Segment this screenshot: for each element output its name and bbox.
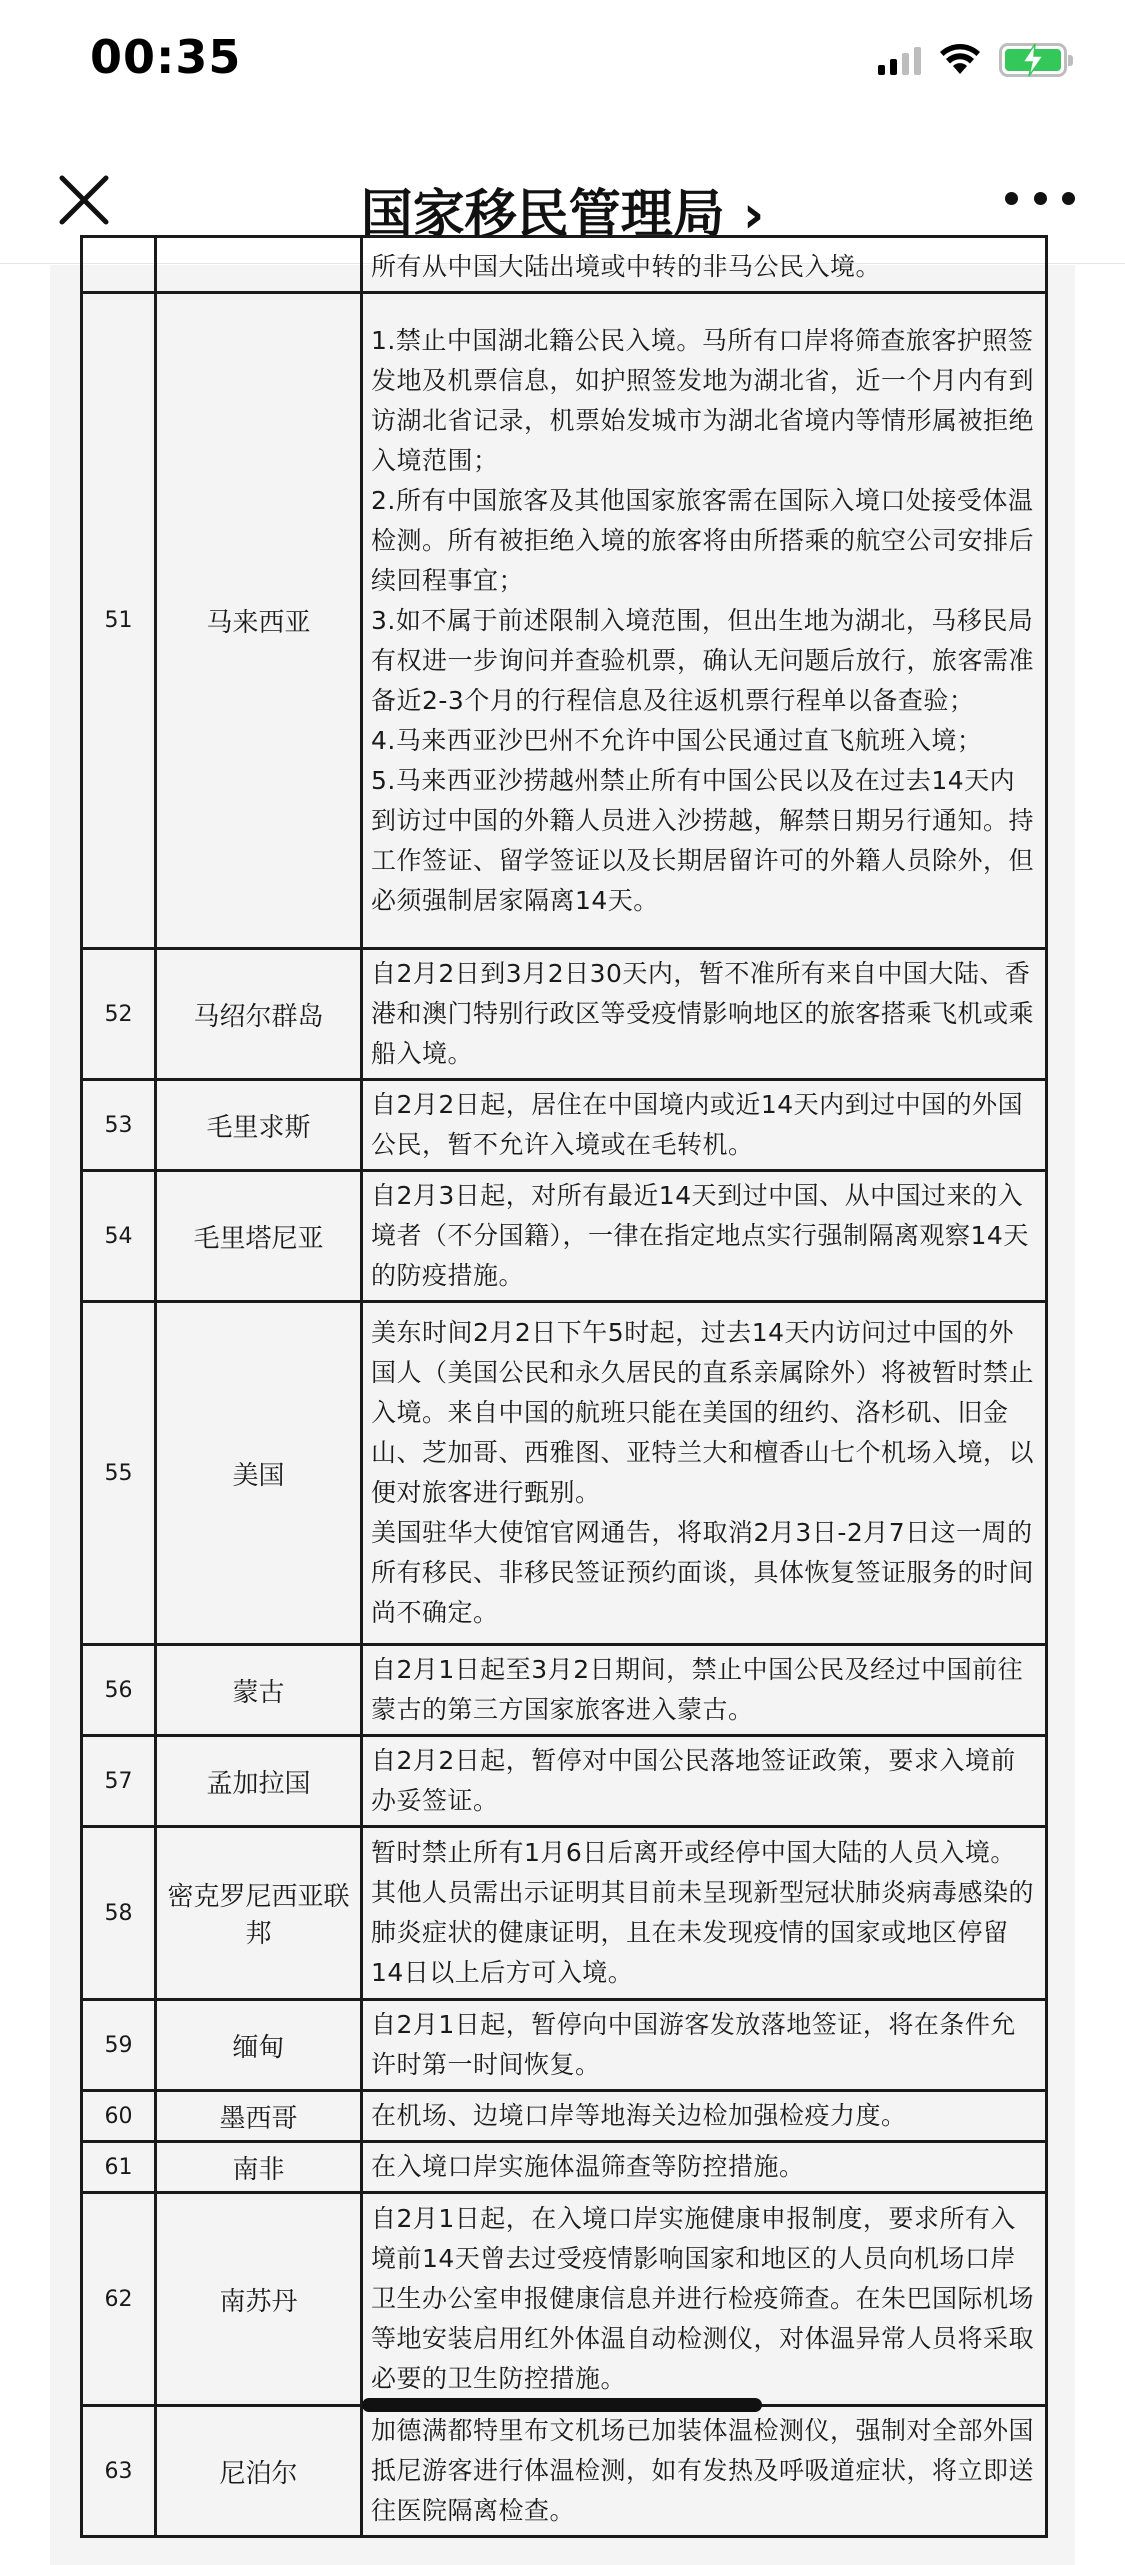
country-name: 毛里塔尼亚: [156, 1171, 362, 1302]
table-row: [82, 2193, 1047, 2406]
article-content[interactable]: [0, 252, 1125, 2525]
measure-paragraph: 加德满都特里布文机场已加装体温检测仪，强制对全部外国抵尼游客进行体温检测，如有发热及呼吸道症状，将立即送往医院隔离检查。: [371, 2416, 1035, 2525]
row-number: 59: [82, 2000, 156, 2091]
table-row: [82, 949, 1047, 1080]
measure-paragraph: 自2月2日起，暂停对中国公民落地签证政策，要求入境前办妥签证。: [371, 1746, 1016, 1815]
page-title[interactable]: 国家移民管理局 ›: [360, 185, 765, 245]
measure-cell: 所有从中国大陆出境或中转的非马公民入境。: [362, 237, 1047, 293]
status-bar: [0, 0, 1125, 132]
row-number: 52: [82, 949, 156, 1080]
table-row: [82, 293, 1047, 949]
measure-paragraph: 自2月1日起，暂停向中国游客发放落地签证，将在条件允许时第一时间恢复。: [371, 2010, 1016, 2079]
battery-charging-icon: [999, 43, 1067, 77]
measure-cell: [362, 2000, 1047, 2091]
table-row: [82, 2091, 1047, 2142]
measure-paragraph: 美东时间2月2日下午5时起，过去14天内访问过中国的外国人（美国公民和永久居民的直系亲属除外）将被暂时禁止入境。来自中国的航班只能在美国的纽约、洛杉矶、旧金山、芝加哥、西雅图、亚特兰大和檀香山七个机场入境，以便对旅客进行甄别。: [371, 1318, 1035, 1507]
country-name: 墨西哥: [156, 2091, 362, 2142]
wifi-icon: [939, 44, 981, 76]
table-row: [82, 1736, 1047, 1827]
table-row: [82, 2142, 1047, 2193]
measure-cell: [362, 293, 1047, 949]
more-icon[interactable]: [1005, 178, 1075, 218]
table-row: [82, 1080, 1047, 1171]
row-number: 51: [82, 293, 156, 949]
measure-paragraph: 自2月2日到3月2日30天内，暂不准所有来自中国大陆、香港和澳门特别行政区等受疫情影响地区的旅客搭乘飞机或乘船入境。: [371, 959, 1035, 1068]
measure-paragraph: 2.所有中国旅客及其他国家旅客需在国际入境口处接受体温检测。所有被拒绝入境的旅客将由所搭乘的航空公司安排后续回程事宜；: [371, 485, 1035, 595]
measure-cell: [362, 1171, 1047, 1302]
country-name: 毛里求斯: [156, 1080, 362, 1171]
measure-cell: [362, 1827, 1047, 2000]
measure-paragraph: 自2月2日起，居住在中国境内或近14天内到过中国的外国公民，暂不允许入境或在毛转机。: [371, 1090, 1024, 1159]
measure-cell: [362, 2142, 1047, 2193]
row-number: 58: [82, 1827, 156, 2000]
measure-paragraph: 自2月1日起至3月2日期间，禁止中国公民及经过中国前往蒙古的第三方国家旅客进入蒙古。: [371, 1655, 1024, 1724]
table-row: [82, 2000, 1047, 2091]
table-row: [82, 2406, 1047, 2537]
country-name: 尼泊尔: [156, 2406, 362, 2537]
measure-cell: [362, 1736, 1047, 1827]
measure-cell: [362, 2406, 1047, 2537]
measure-cell: [362, 2091, 1047, 2142]
measure-cell: [362, 949, 1047, 1080]
measure-paragraph: 暂时禁止所有1月6日后离开或经停中国大陆的人员入境。其他人员需出示证明其目前未呈现新型冠状肺炎病毒感染的肺炎症状的健康证明，且在未发现疫情的国家或地区停留14日以上后方可入境。: [371, 1838, 1035, 1987]
row-number: 61: [82, 2142, 156, 2193]
country-name: 缅甸: [156, 2000, 362, 2091]
country-name: 马绍尔群岛: [156, 949, 362, 1080]
row-number: 56: [82, 1645, 156, 1736]
measure-paragraph: 美国驻华大使馆官网通告，将取消2月3日-2月7日这一周的所有移民、非移民签证预约面谈，具体恢复签证服务的时间尚不确定。: [371, 1518, 1035, 1627]
row-number: 63: [82, 2406, 156, 2537]
country-name: 南苏丹: [156, 2193, 362, 2406]
table-row: [82, 1171, 1047, 1302]
country-name: 南非: [156, 2142, 362, 2193]
table-row: [82, 1827, 1047, 2000]
measure-paragraph: 自2月1日起，在入境口岸实施健康申报制度，要求所有入境前14天曾去过受疫情影响国家和地区的人员向机场口岸卫生办公室申报健康信息并进行检疫筛查。在朱巴国际机场等地安装启用红外体温自动检测仪，对体温异常人员将采取必要的卫生防控措施。: [371, 2204, 1035, 2393]
measure-paragraph: 在机场、边境口岸等地海关边检加强检疫力度。: [371, 2101, 907, 2130]
country-name: 蒙古: [156, 1645, 362, 1736]
country-name: 孟加拉国: [156, 1736, 362, 1827]
row-number: 54: [82, 1171, 156, 1302]
measure-paragraph: 5.马来西亚沙捞越州禁止所有中国公民以及在过去14天内到访过中国的外籍人员进入沙捞越，解禁日期另行通知。持工作签证、留学签证以及长期居留许可的外籍人员除外，但必须强制居家隔离14天。: [371, 765, 1035, 915]
country-name: 马来西亚: [156, 293, 362, 949]
status-time: 00:35: [90, 30, 242, 84]
status-icons: [878, 40, 1067, 80]
home-indicator: [362, 2398, 762, 2412]
measure-paragraph: 1.禁止中国湖北籍公民入境。马所有口岸将筛查旅客护照签发地及机票信息，如护照签发地为湖北省，近一个月内有到访湖北省记录，机票始发城市为湖北省境内等情形属被拒绝入境范围；: [371, 325, 1035, 475]
row-number: 57: [82, 1736, 156, 1827]
country-name: 美国: [156, 1302, 362, 1645]
table-row: [82, 1645, 1047, 1736]
table-row: [82, 1302, 1047, 1645]
measure-paragraph: 在入境口岸实施体温筛查等防控措施。: [371, 2152, 805, 2181]
measure-paragraph: 3.如不属于前述限制入境范围，但出生地为湖北，马移民局有权进一步询问并查验机票，确认无问题后放行，旅客需准备近2-3个月的行程信息及往返机票行程单以备查验；: [371, 605, 1035, 715]
entry-policy-table: [80, 235, 1048, 2538]
measure-paragraph: 自2月3日起，对所有最近14天到过中国、从中国过来的入境者（不分国籍），一律在指定地点实行强制隔离观察14天的防疫措施。: [371, 1181, 1029, 1290]
measure-cell: [362, 1080, 1047, 1171]
row-number: 60: [82, 2091, 156, 2142]
measure-cell: [362, 1302, 1047, 1645]
measure-paragraph: 4.马来西亚沙巴州不允许中国公民通过直飞航班入境；: [371, 725, 983, 755]
cellular-signal-icon: [878, 45, 921, 75]
measure-cell: [362, 1645, 1047, 1736]
row-number: 62: [82, 2193, 156, 2406]
table-row: [82, 237, 1047, 293]
measure-cell: [362, 2193, 1047, 2406]
row-number: 55: [82, 1302, 156, 1645]
country-name: 密克罗尼西亚联邦: [156, 1827, 362, 2000]
row-number: 53: [82, 1080, 156, 1171]
